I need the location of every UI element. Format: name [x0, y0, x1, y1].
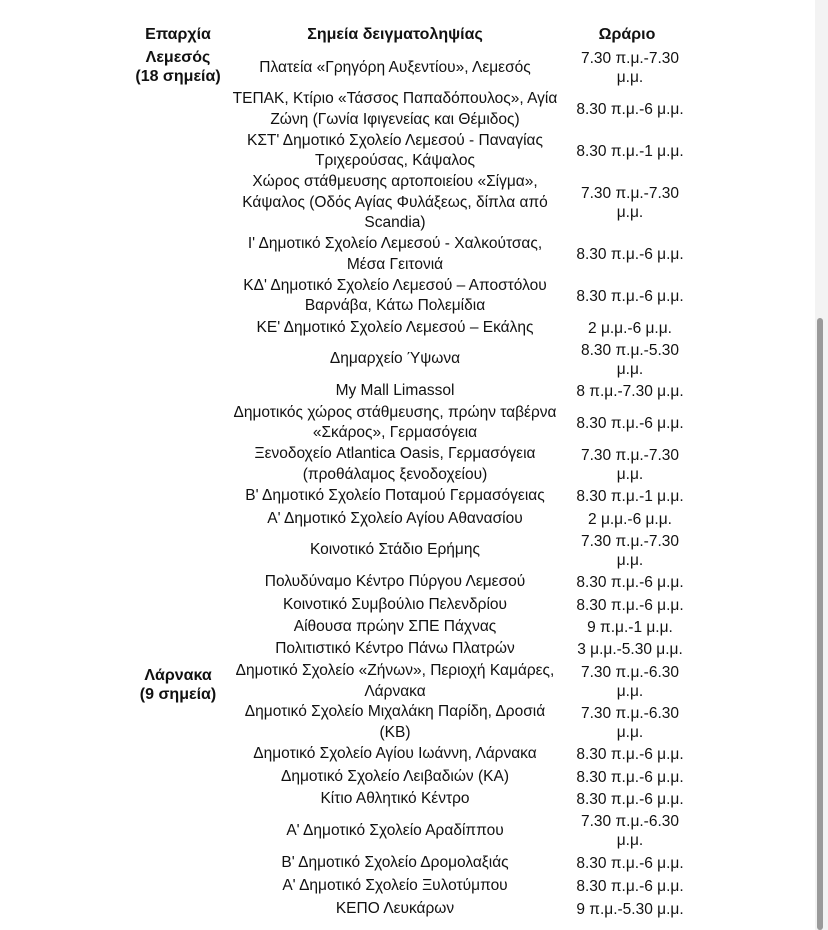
vertical-scrollbar-thumb[interactable]	[817, 318, 823, 930]
hours-cell: 8 π.μ.-7.30 μ.μ.	[576, 382, 684, 400]
table-row	[230, 810, 700, 852]
table-row	[230, 317, 700, 339]
hours-cell: 8.30 π.μ.-6 μ.μ.	[576, 746, 684, 763]
hours-cell: 8.30 π.μ.-6 μ.μ.	[576, 246, 684, 263]
table-row	[230, 875, 700, 898]
location-cell: Ξενοδοχείο Atlantica Oasis, Γερμασόγεια (προθάλαμος ξενοδοχείου)	[254, 445, 536, 483]
hours-cell: 8.30 π.μ.-6 μ.μ.	[576, 101, 684, 118]
hours-cell: 8.30 π.μ.-1 μ.μ.	[576, 142, 684, 160]
hours-cell: 7.30 π.μ.-7.30 μ.μ.	[580, 50, 680, 86]
hours-cell: 8.30 π.μ.-6 μ.μ.	[576, 287, 684, 305]
location-cell: Δημοτικό Σχολείο Λειβαδιών (ΚΑ)	[281, 767, 509, 785]
location-cell: Αίθουσα πρώην ΣΠΕ Πάχνας	[293, 617, 497, 635]
sampling-points-column-header: Σημεία δειγματοληψίας	[307, 26, 483, 43]
hours-cell: 8.30 π.μ.-6 μ.μ.	[576, 790, 684, 808]
location-cell: ΤΕΠΑΚ, Κτίριο «Τάσσος Παπαδόπουλος», Αγία Ζώνη (Γωνία Ιφιγενείας και Θέμιδος)	[232, 90, 558, 128]
table-row	[230, 898, 700, 921]
table-row	[230, 743, 700, 766]
district-count: (9 σημεία)	[139, 686, 217, 703]
table-row	[230, 766, 700, 788]
hours-cell: 8.30 π.μ.-6 μ.μ.	[576, 855, 684, 872]
location-cell: Πολυδύναμο Κέντρο Πύργου Λεμεσού	[264, 573, 526, 591]
table-row	[230, 571, 700, 594]
table-row	[230, 788, 700, 810]
table-row	[230, 89, 700, 130]
district-larnaca	[128, 666, 228, 704]
location-cell: Κοινοτικό Συμβούλιο Πελενδρίου	[282, 595, 508, 613]
hours-cell: 8.30 π.μ.-6 μ.μ.	[576, 414, 684, 432]
table-row	[230, 530, 700, 571]
location-cell: Χώρος στάθμευσης αρτοποιείου «Σίγμα», Κάψαλος (Οδός Αγίας Φυλάξεως, δίπλα από Scandia)	[242, 173, 548, 232]
hours-cell: 8.30 π.μ.-5.30 μ.μ.	[580, 341, 680, 378]
hours-cell: 7.30 π.μ.-6.30 μ.μ.	[580, 704, 680, 741]
location-cell: My Mall Limassol	[335, 381, 455, 399]
location-cell: Κοινοτικό Στάδιο Ερήμης	[310, 541, 480, 559]
hours-cell: 8.30 π.μ.-1 μ.μ.	[576, 488, 684, 505]
location-cell: Πλατεία «Γρηγόρη Αυξεντίου», Λεμεσός	[259, 58, 531, 76]
location-cell: Α' Δημοτικό Σχολείο Αγίου Αθανασίου	[267, 509, 523, 527]
district-name: Λάρνακα	[144, 667, 212, 684]
hours-cell: 8.30 π.μ.-6 μ.μ.	[576, 768, 684, 786]
location-cell: ΚΣΤ' Δημοτικό Σχολείο Λεμεσού - Παναγίας Τριχερούσας, Κάψαλος	[247, 131, 543, 169]
district-limassol	[128, 48, 228, 86]
hours-cell: 2 μ.μ.-6 μ.μ.	[588, 510, 672, 528]
location-cell: Α' Δημοτικό Σχολείο Ξυλοτύμπου	[282, 877, 508, 895]
table-row	[230, 661, 700, 702]
table-row	[230, 616, 700, 638]
location-cell: Κίτιο Αθλητικό Κέντρο	[320, 789, 470, 807]
table-row	[230, 172, 700, 234]
location-cell: Πολιτιστικό Κέντρο Πάνω Πλατρών	[275, 640, 515, 658]
hours-cell: 8.30 π.μ.-6 μ.μ.	[576, 596, 684, 614]
hours-cell: 7.30 π.μ.-7.30 μ.μ.	[580, 532, 680, 569]
district-column-header: Επαρχία	[145, 26, 211, 43]
table-row	[230, 47, 700, 89]
hours-cell: 8.30 π.μ.-6 μ.μ.	[576, 574, 684, 591]
hours-cell: 2 μ.μ.-6 μ.μ.	[588, 319, 672, 337]
hours-cell: 3 μ.μ.-5.30 μ.μ.	[577, 641, 683, 658]
district-count: (18 σημεία)	[135, 68, 221, 85]
table-row	[230, 485, 700, 508]
table-row	[230, 275, 700, 317]
location-cell: ΚΔ' Δημοτικό Σχολείο Λεμεσού – Αποστόλου Βαρνάβα, Κάτω Πολεμίδια	[243, 276, 547, 314]
district-name: Λεμεσός	[145, 49, 211, 66]
table-row	[230, 638, 700, 661]
table-row	[230, 444, 700, 485]
table-row	[230, 130, 700, 172]
sampling-points-table	[230, 47, 700, 921]
hours-cell: 7.30 π.μ.-6.30 μ.μ.	[580, 663, 680, 700]
table-row	[230, 402, 700, 444]
location-cell: Α' Δημοτικό Σχολείο Αραδίππου	[286, 821, 504, 839]
location-cell: Δημοτικός χώρος στάθμευσης, πρώην ταβέρνα «Σκάρος», Γερμασόγεια	[233, 403, 557, 441]
hours-cell: 9 π.μ.-1 μ.μ.	[587, 618, 673, 636]
hours-cell: 7.30 π.μ.-6.30 μ.μ.	[580, 813, 680, 849]
table-row	[230, 508, 700, 530]
hours-cell: 9 π.μ.-5.30 μ.μ.	[576, 901, 684, 918]
hours-cell: 7.30 π.μ.-7.30 μ.μ.	[580, 185, 680, 221]
location-cell: Ι' Δημοτικό Σχολείο Λεμεσού - Χαλκούτσας, Μέσα Γειτονιά	[247, 235, 543, 273]
location-cell: Δημοτικό Σχολείο Μιχαλάκη Παρίδη, Δροσιά (ΚΒ)	[244, 703, 546, 741]
location-cell: ΚΕ' Δημοτικό Σχολείο Λεμεσού – Εκάλης	[256, 318, 534, 336]
table-row	[230, 380, 700, 402]
hours-column-header: Ωράριο	[598, 26, 656, 43]
location-cell: Β' Δημοτικό Σχολείο Ποταμού Γερμασόγειας	[245, 487, 545, 505]
table-row	[230, 594, 700, 616]
table-row	[230, 234, 700, 275]
location-cell: Δημοτικό Σχολείο Αγίου Ιωάννη, Λάρνακα	[253, 745, 537, 763]
table-row	[230, 339, 700, 380]
location-cell: Δημοτικό Σχολείο «Ζήνων», Περιοχή Καμάρες, Λάρνακα	[235, 662, 555, 700]
location-cell: Δημαρχείο Ύψωνα	[329, 350, 461, 368]
hours-cell: 7.30 π.μ.-7.30 μ.μ.	[580, 446, 680, 483]
table-row	[230, 852, 700, 875]
hours-cell: 8.30 π.μ.-6 μ.μ.	[576, 878, 684, 895]
location-cell: Β' Δημοτικό Σχολείο Δρομολαξιάς	[281, 854, 509, 872]
location-cell: ΚΕΠΟ Λευκάρων	[335, 900, 455, 918]
table-row	[230, 702, 700, 743]
